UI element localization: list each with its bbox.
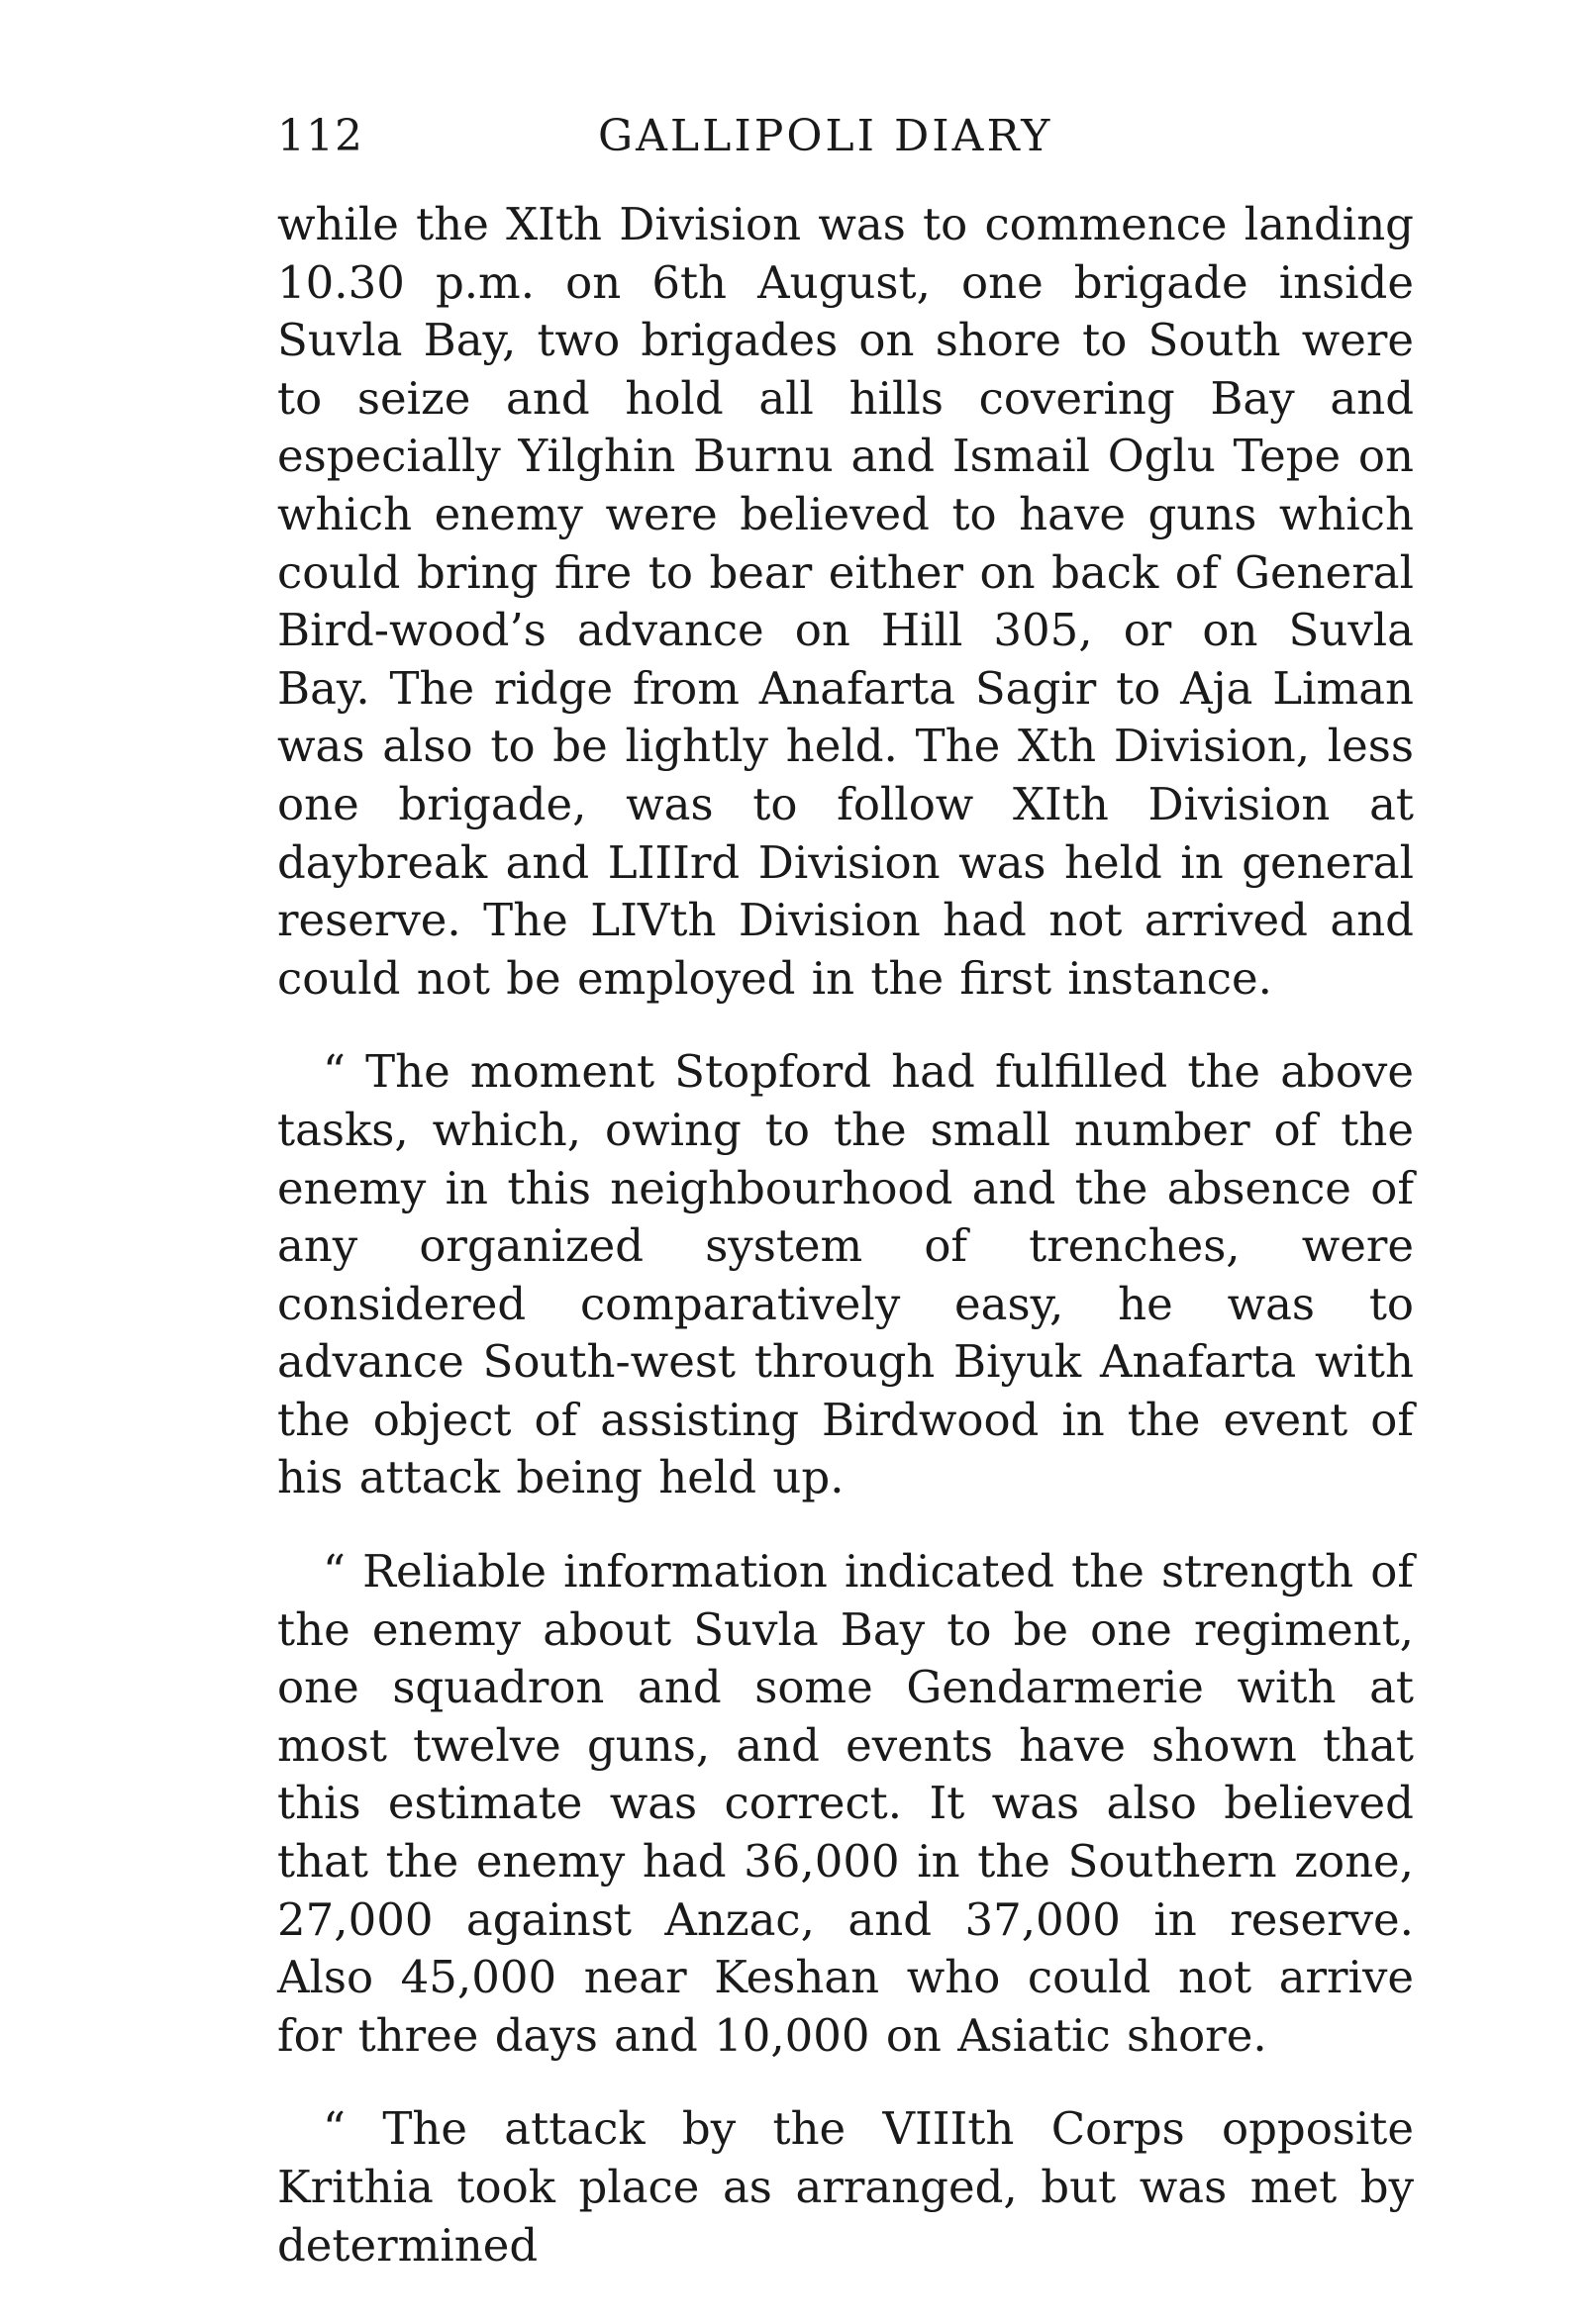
paragraph-quote-stopford: “ The moment Stopford had fulfilled the above tasks, which, owing to the small number of the enemy in this neighbourhood and the absence of any organized system of trenches, were considered comparatively easy, he was to advance South-west through Biyuk Anafarta with the object of assisting Birdwood in the event of his attack being held up. — [277, 1045, 1414, 1504]
paragraph-quote-reliable-information: “ Reliable information indicated the strength of the enemy about Suvla Bay to be one regiment, one squadron and some Gendarmerie with at most twelve guns, and events have shown that this estimate was correct. It was also believed that the enemy had 36,000 in the Southern zone, 27,000 against Anzac, and 37,000 in reserve. Also 45,000 near Keshan who could not arrive for three days and 10,000 on Asiatic shore. — [277, 1545, 1414, 2062]
body-text — [277, 196, 1414, 2275]
page-header — [277, 107, 1414, 166]
running-title: GALLIPOLI DIARY — [598, 111, 1053, 161]
paragraph-continued: while the XIth Division was to commence landing 10.30 p.m. on 6th August, one brigade inside Suvla Bay, two brigades on shore to South were to seize and hold all hills covering Bay and especially Yilghin Burnu and Ismail Oglu Tepe on which enemy were believed to have guns which could bring fire to bear either on back of General Bird-wood’s advance on Hill 305, or on Suvla Bay. The ridge from Anafarta Sagir to Aja Liman was also to be lightly held. The Xth Division, less one brigade, was to follow XIth Division at daybreak and LIIIrd Division was held in general reserve. The LIVth Division had not arrived and could not be employed in the first instance. — [277, 198, 1414, 1005]
paragraph-quote-viiith-corps: “ The attack by the VIIIth Corps opposite Krithia took place as arranged, but was met by determined — [277, 2102, 1414, 2272]
page-number: 112 — [277, 111, 363, 161]
